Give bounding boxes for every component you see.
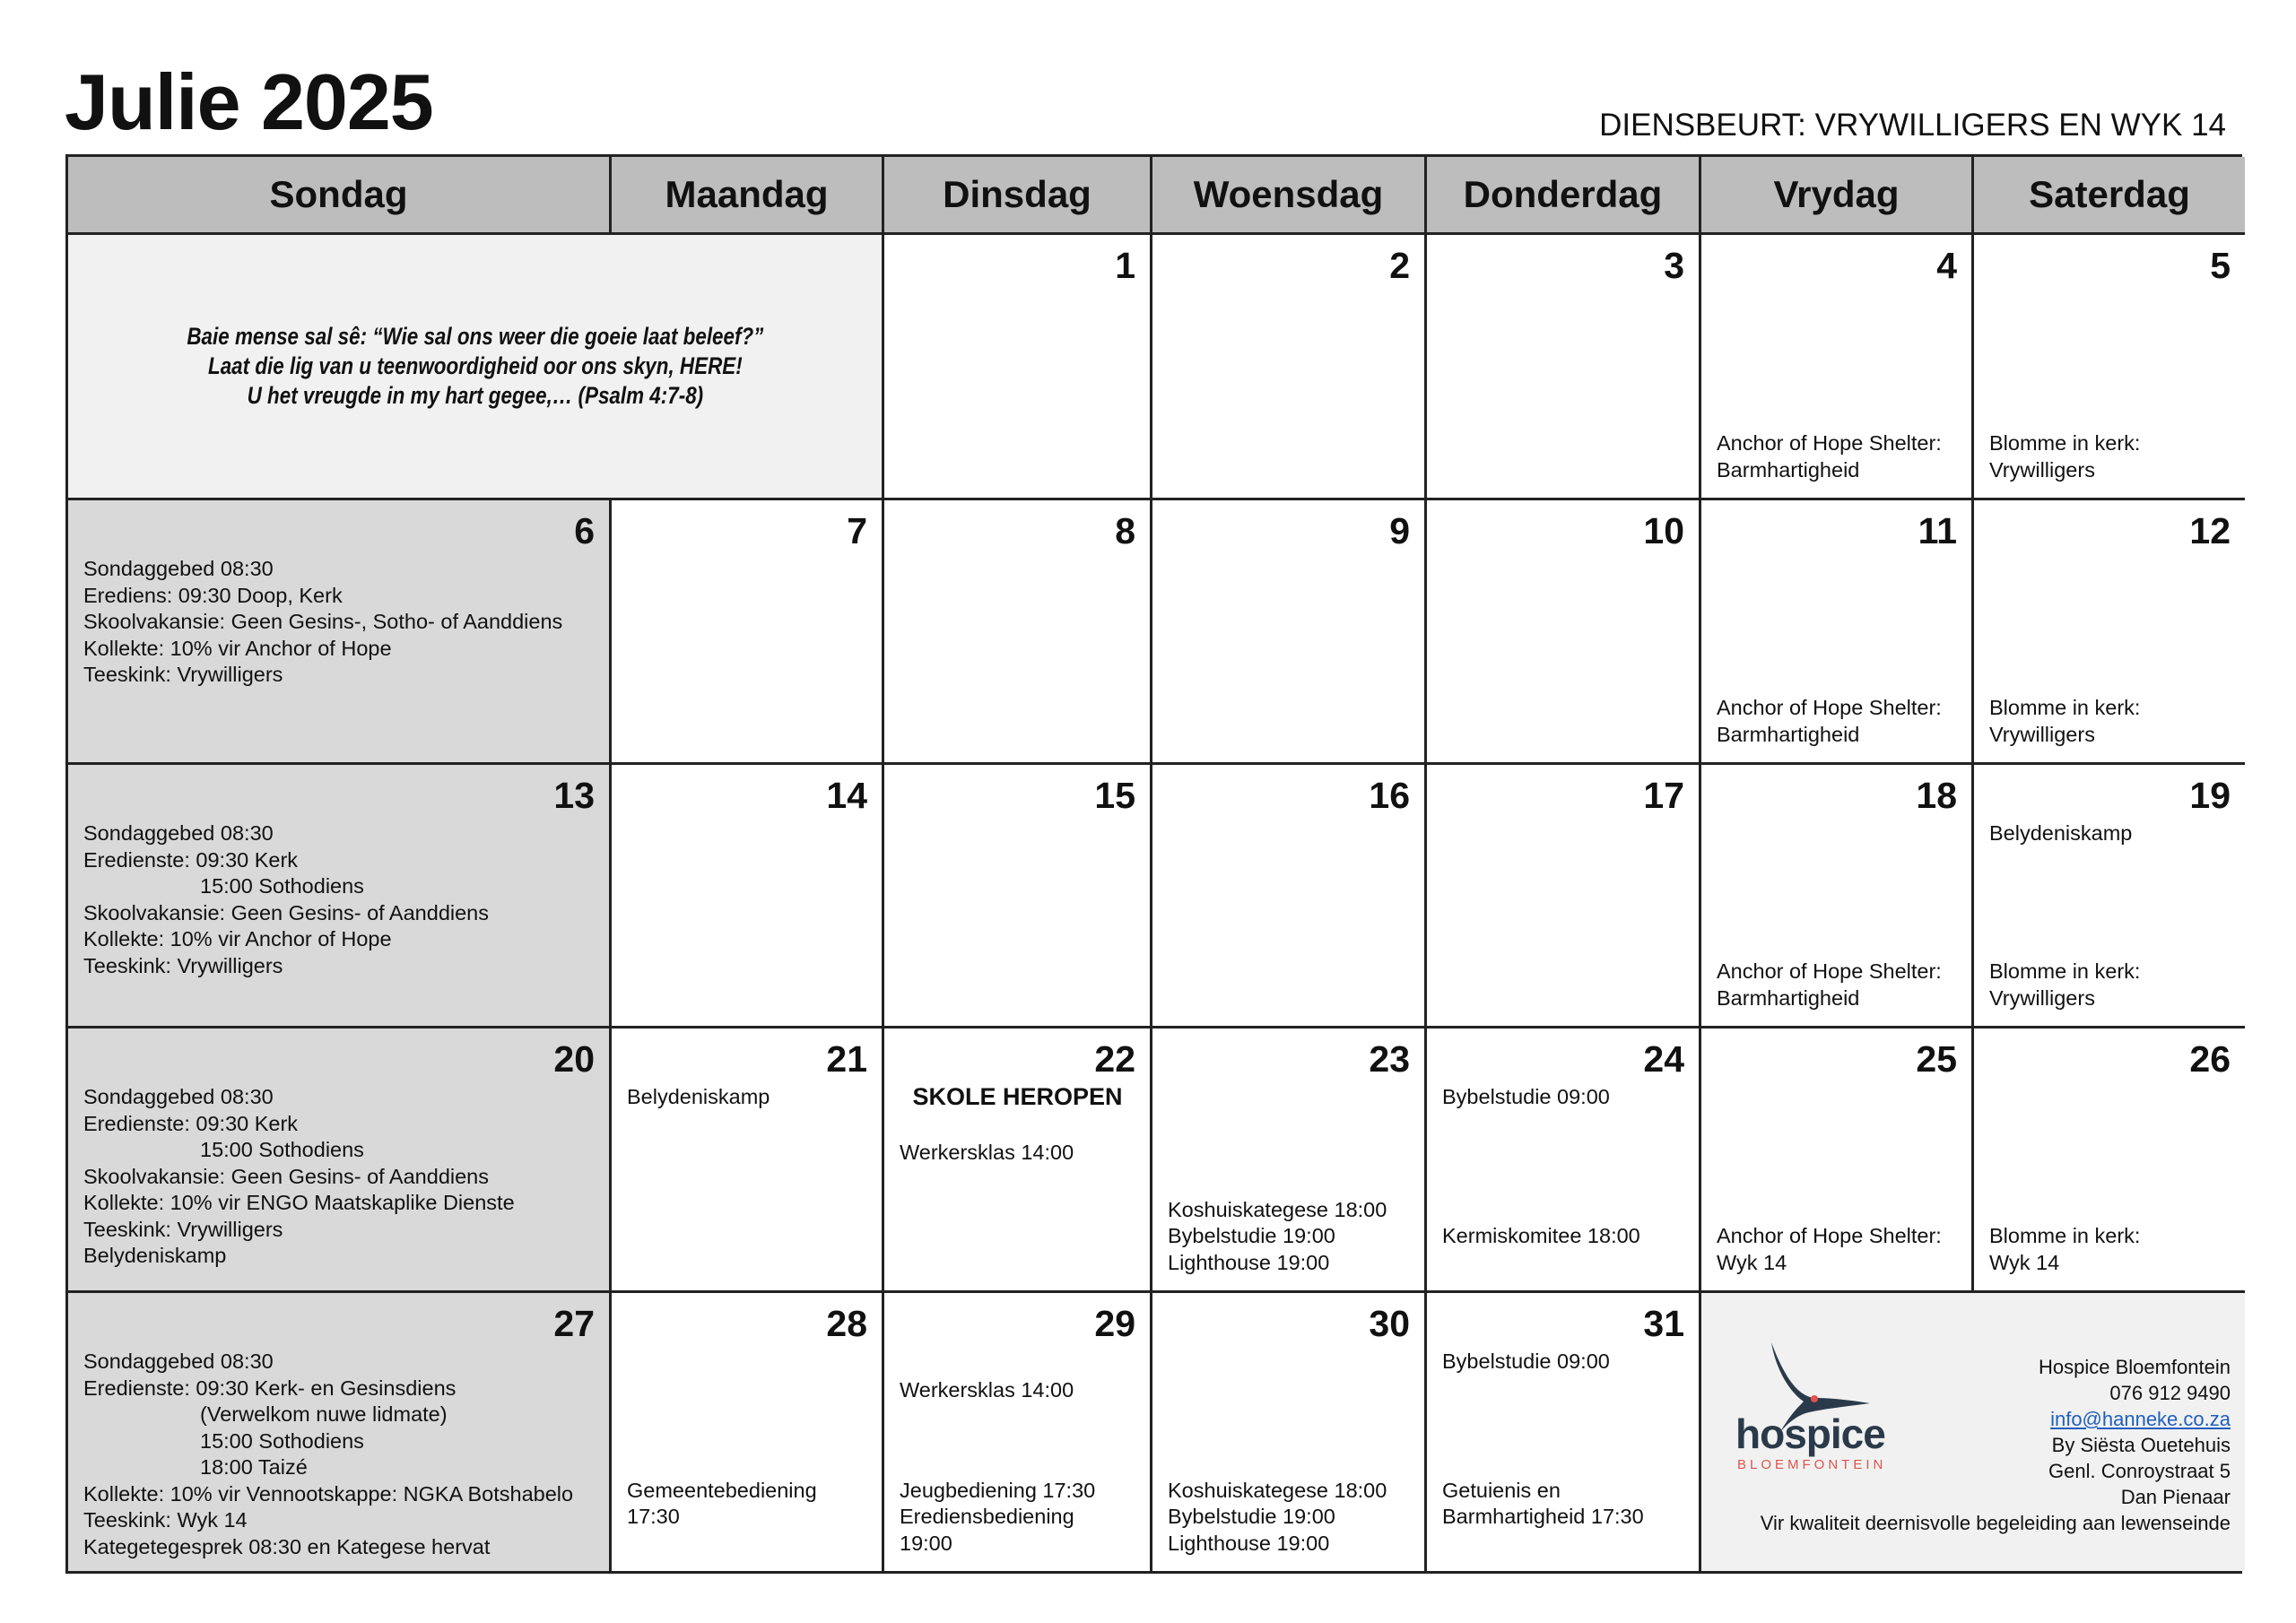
hospice-location: By Siësta Ouetehuis [2051, 1434, 2231, 1456]
event-line: Gemeentebediening [627, 1478, 817, 1502]
event-line: Barmhartigheid [1717, 722, 1860, 746]
event-line: Werkersklas 14:00 [900, 1140, 1074, 1164]
event-line: Lighthouse 19:00 [1168, 1250, 1330, 1274]
day-number: 9 [1389, 510, 1410, 551]
day-number: 27 [553, 1303, 595, 1344]
event-line: Wyk 14 [1717, 1250, 1787, 1274]
logo-wordmark: hospice [1735, 1410, 1885, 1457]
hospice-name: Hospice Bloemfontein [2038, 1356, 2231, 1378]
event-group [1717, 1223, 1957, 1276]
event-line: Eredienste: 09:30 Kerk [83, 847, 299, 872]
weekday-header-saterdag: Saterdag [1974, 157, 2245, 235]
day-cell-1[interactable] [884, 235, 1152, 500]
day-cell-26[interactable] [1974, 1028, 2245, 1293]
event-line: Anchor of Hope Shelter: [1717, 959, 1942, 983]
day-number: 8 [1115, 510, 1135, 551]
day-number: 21 [826, 1038, 867, 1080]
event-line: Wyk 14 [1989, 1250, 2060, 1274]
quote-line: U het vreugde in my hart gegee,… (Psalm 4:7-8) [247, 382, 703, 409]
event-line: Erediensbediening [900, 1505, 1074, 1528]
event-line: Koshuiskategese 18:00 [1168, 1478, 1387, 1502]
day-cell-24[interactable] [1427, 1028, 1701, 1293]
event-line: Getuienis en [1442, 1478, 1561, 1502]
weekday-header-dinsdag: Dinsdag [884, 157, 1152, 235]
event-line: Lighthouse 19:00 [1168, 1531, 1330, 1555]
day-cell-18[interactable] [1701, 765, 1974, 1028]
event-line: Belydeniskamp [1989, 821, 2133, 845]
event-line: Sondaggebed 08:30 [83, 821, 274, 845]
event-group [627, 1478, 867, 1558]
event-line: Anchor of Hope Shelter: [1717, 1224, 1942, 1247]
day-number: 6 [574, 510, 595, 551]
event-line: Teeskink: Vrywilligers [83, 953, 283, 977]
event-line: Vrywilligers [1989, 457, 2095, 482]
event-line: Vrywilligers [1989, 722, 2095, 746]
day-number: 23 [1369, 1038, 1410, 1080]
day-number: 31 [1643, 1303, 1684, 1344]
event-line: Sondaggebed 08:30 [83, 1085, 274, 1108]
day-cell-23[interactable] [1152, 1028, 1427, 1293]
hospice-email-link[interactable]: info@hanneke.co.za [2050, 1408, 2231, 1430]
day-cell-2[interactable] [1152, 235, 1427, 500]
event-line: Koshuiskategese 18:00 [1168, 1197, 1387, 1221]
event-line: Teeskink: Vrywilligers [83, 1217, 283, 1241]
event-line: Eredienste: 09:30 Kerk [83, 1111, 299, 1135]
day-number: 2 [1389, 245, 1410, 286]
day-number: 29 [1094, 1303, 1135, 1344]
hospice-phone: 076 912 9490 [2109, 1382, 2231, 1404]
day-number: 22 [1094, 1038, 1135, 1080]
weekday-header-vrydag: Vrydag [1701, 157, 1974, 235]
day-number: 18 [1916, 775, 1957, 816]
event-group [1717, 959, 1957, 1011]
day-cell-22[interactable] [884, 1028, 1152, 1293]
event-line: 15:00 Sothodiens [200, 874, 364, 898]
calendar-grid [65, 154, 2242, 1574]
event-line: Blomme in kerk: [1989, 959, 2141, 983]
day-cell-5[interactable] [1974, 235, 2245, 500]
event-group [1989, 430, 2231, 483]
event-line: Barmhartigheid [1717, 985, 1860, 1010]
event-line: Bybelstudie 19:00 [1168, 1224, 1335, 1247]
day-cell-7[interactable] [612, 500, 884, 765]
day-cell-11[interactable] [1701, 500, 1974, 765]
weekday-header-woensdag: Woensdag [1152, 157, 1427, 235]
event-line: Anchor of Hope Shelter: [1717, 696, 1942, 719]
hospice-suburb: Dan Pienaar [2120, 1486, 2231, 1508]
event-line: 15:00 Sothodiens [200, 1138, 364, 1161]
day-number: 14 [826, 775, 867, 816]
event-line: Teeskink: Wyk 14 [83, 1508, 248, 1532]
event-line: Belydeniskamp [83, 1244, 227, 1267]
day-cell-25[interactable] [1701, 1028, 1974, 1293]
event-line: Kollekte: 10% vir Vennootskappe: NGKA Botshabelo [83, 1481, 574, 1506]
day-number: 13 [553, 775, 595, 816]
page-title: Julie 2025 [65, 57, 433, 146]
event-line: 17:30 [627, 1505, 680, 1528]
day-cell-31[interactable] [1427, 1293, 1701, 1571]
event-group [1168, 1478, 1410, 1558]
quote-line: Laat die lig van u teenwoordigheid oor ons skyn, HERE! [207, 352, 743, 379]
scripture-quote [68, 235, 884, 500]
event-line: Jeugbediening 17:30 [900, 1478, 1096, 1502]
event-line: Kollekte: 10% vir Anchor of Hope [83, 636, 392, 660]
day-cell-4[interactable] [1701, 235, 1974, 500]
day-number: 26 [2189, 1038, 2231, 1080]
hospice-tagline: Vir kwaliteit deernisvolle begeleiding aan lewenseinde [1760, 1512, 2231, 1534]
day-cell-15[interactable] [884, 765, 1152, 1028]
duty-roster-heading: DIENSBEURT: VRYWILLIGERS EN WYK 14 [1599, 108, 2226, 143]
event-line: Vrywilligers [1989, 985, 2095, 1010]
weekday-header-maandag: Maandag [612, 157, 884, 235]
day-number: 19 [2189, 775, 2231, 816]
event-line: Skoolvakansie: Geen Gesins-, Sotho- of Aanddiens [83, 610, 563, 633]
day-number: 24 [1643, 1038, 1684, 1080]
event-group [1989, 1223, 2231, 1276]
day-number: 11 [1918, 510, 1957, 551]
day-cell-9[interactable] [1152, 500, 1427, 765]
day-number: 25 [1916, 1038, 1957, 1080]
event-group [1989, 959, 2231, 1011]
event-group [900, 1478, 1135, 1558]
event-line: Bybelstudie 09:00 [1442, 1085, 1610, 1108]
event-line: Sondaggebed 08:30 [83, 557, 274, 580]
event-line: Werkersklas 14:00 [900, 1378, 1074, 1402]
event-line: Kermiskomitee 18:00 [1442, 1224, 1640, 1247]
event-line: Skoolvakansie: Geen Gesins- of Aanddiens [83, 1164, 489, 1188]
event-line: 18:00 Taizé [200, 1455, 308, 1479]
event-line: Erediens: 09:30 Doop, Kerk [83, 583, 343, 607]
day-cell-27[interactable] [68, 1293, 612, 1571]
event-line: 15:00 Sothodiens [200, 1428, 364, 1453]
event-line: Blomme in kerk: [1989, 431, 2141, 455]
day-number: 12 [2189, 510, 2231, 551]
hospice-advert [1701, 1293, 2245, 1571]
day-cell-19[interactable] [1974, 765, 2245, 1028]
day-cell-12[interactable] [1974, 500, 2245, 765]
event-line: Anchor of Hope Shelter: [1717, 431, 1942, 455]
event-line: Bybelstudie 19:00 [1168, 1505, 1335, 1528]
day-number: 16 [1369, 775, 1410, 816]
event-line: Blomme in kerk: [1989, 1224, 2141, 1247]
event-line: Sondaggebed 08:30 [83, 1350, 274, 1373]
day-number: 15 [1094, 775, 1135, 816]
quote-line: Baie mense sal sê: “Wie sal ons weer die goeie laat beleef?” [186, 323, 764, 350]
day-number: 30 [1369, 1303, 1410, 1344]
day-number: 17 [1643, 775, 1684, 816]
logo-subtitle: BLOEMFONTEIN [1737, 1457, 1887, 1472]
day-number: 28 [826, 1303, 867, 1344]
day-cell-28[interactable] [612, 1293, 884, 1571]
day-cell-29[interactable] [884, 1293, 1152, 1571]
day-cell-16[interactable] [1152, 765, 1427, 1028]
day-cell-17[interactable] [1427, 765, 1701, 1028]
event-line: Eredienste: 09:30 Kerk- en Gesinsdiens [83, 1376, 457, 1400]
day-cell-30[interactable] [1152, 1293, 1427, 1571]
hospice-street: Genl. Conroystraat 5 [2048, 1460, 2231, 1482]
day-number: 20 [553, 1038, 595, 1080]
day-number: 7 [847, 510, 867, 551]
hospice-contact [1761, 1354, 2231, 1536]
event-line: Blomme in kerk: [1989, 696, 2141, 719]
event-line: Bybelstudie 09:00 [1442, 1350, 1610, 1373]
event-line: (Verwelkom nuwe lidmate) [200, 1402, 448, 1426]
event-group [1717, 430, 1957, 483]
day-cell-6[interactable] [68, 500, 612, 765]
weekday-header-sondag: Sondag [68, 157, 612, 235]
event-group [1717, 695, 1957, 748]
day-number: 10 [1643, 510, 1684, 551]
weekday-header-donderdag: Donderdag [1427, 157, 1701, 235]
event-line: Skoolvakansie: Geen Gesins- of Aanddiens [83, 900, 489, 924]
day-cell-10[interactable] [1427, 500, 1701, 765]
event-line: Teeskink: Vrywilligers [83, 663, 283, 686]
event-line: SKOLE HEROPEN [912, 1083, 1123, 1110]
event-line: Belydeniskamp [627, 1085, 770, 1108]
event-line: Kollekte: 10% vir Anchor of Hope [83, 927, 392, 950]
event-line: Barmhartigheid [1717, 457, 1860, 482]
event-line: Kategetegesprek 08:30 en Kategese hervat [83, 1534, 491, 1558]
day-cell-8[interactable] [884, 500, 1152, 765]
event-group [1442, 1223, 1684, 1276]
event-line: 19:00 [900, 1531, 952, 1555]
day-number: 3 [1664, 245, 1684, 286]
event-group [1168, 1197, 1410, 1277]
day-cell-14[interactable] [612, 765, 884, 1028]
day-cell-3[interactable] [1427, 235, 1701, 500]
day-number: 5 [2210, 245, 2231, 286]
event-group [1989, 695, 2231, 748]
day-cell-13[interactable] [68, 765, 612, 1028]
day-cell-20[interactable] [68, 1028, 612, 1293]
day-number: 4 [1936, 245, 1957, 286]
day-cell-21[interactable] [612, 1028, 884, 1293]
event-line: Kollekte: 10% vir ENGO Maatskaplike Dienste [83, 1191, 515, 1214]
event-group [1442, 1478, 1684, 1558]
event-line: Barmhartigheid 17:30 [1442, 1505, 1644, 1528]
day-number: 1 [1115, 245, 1135, 286]
